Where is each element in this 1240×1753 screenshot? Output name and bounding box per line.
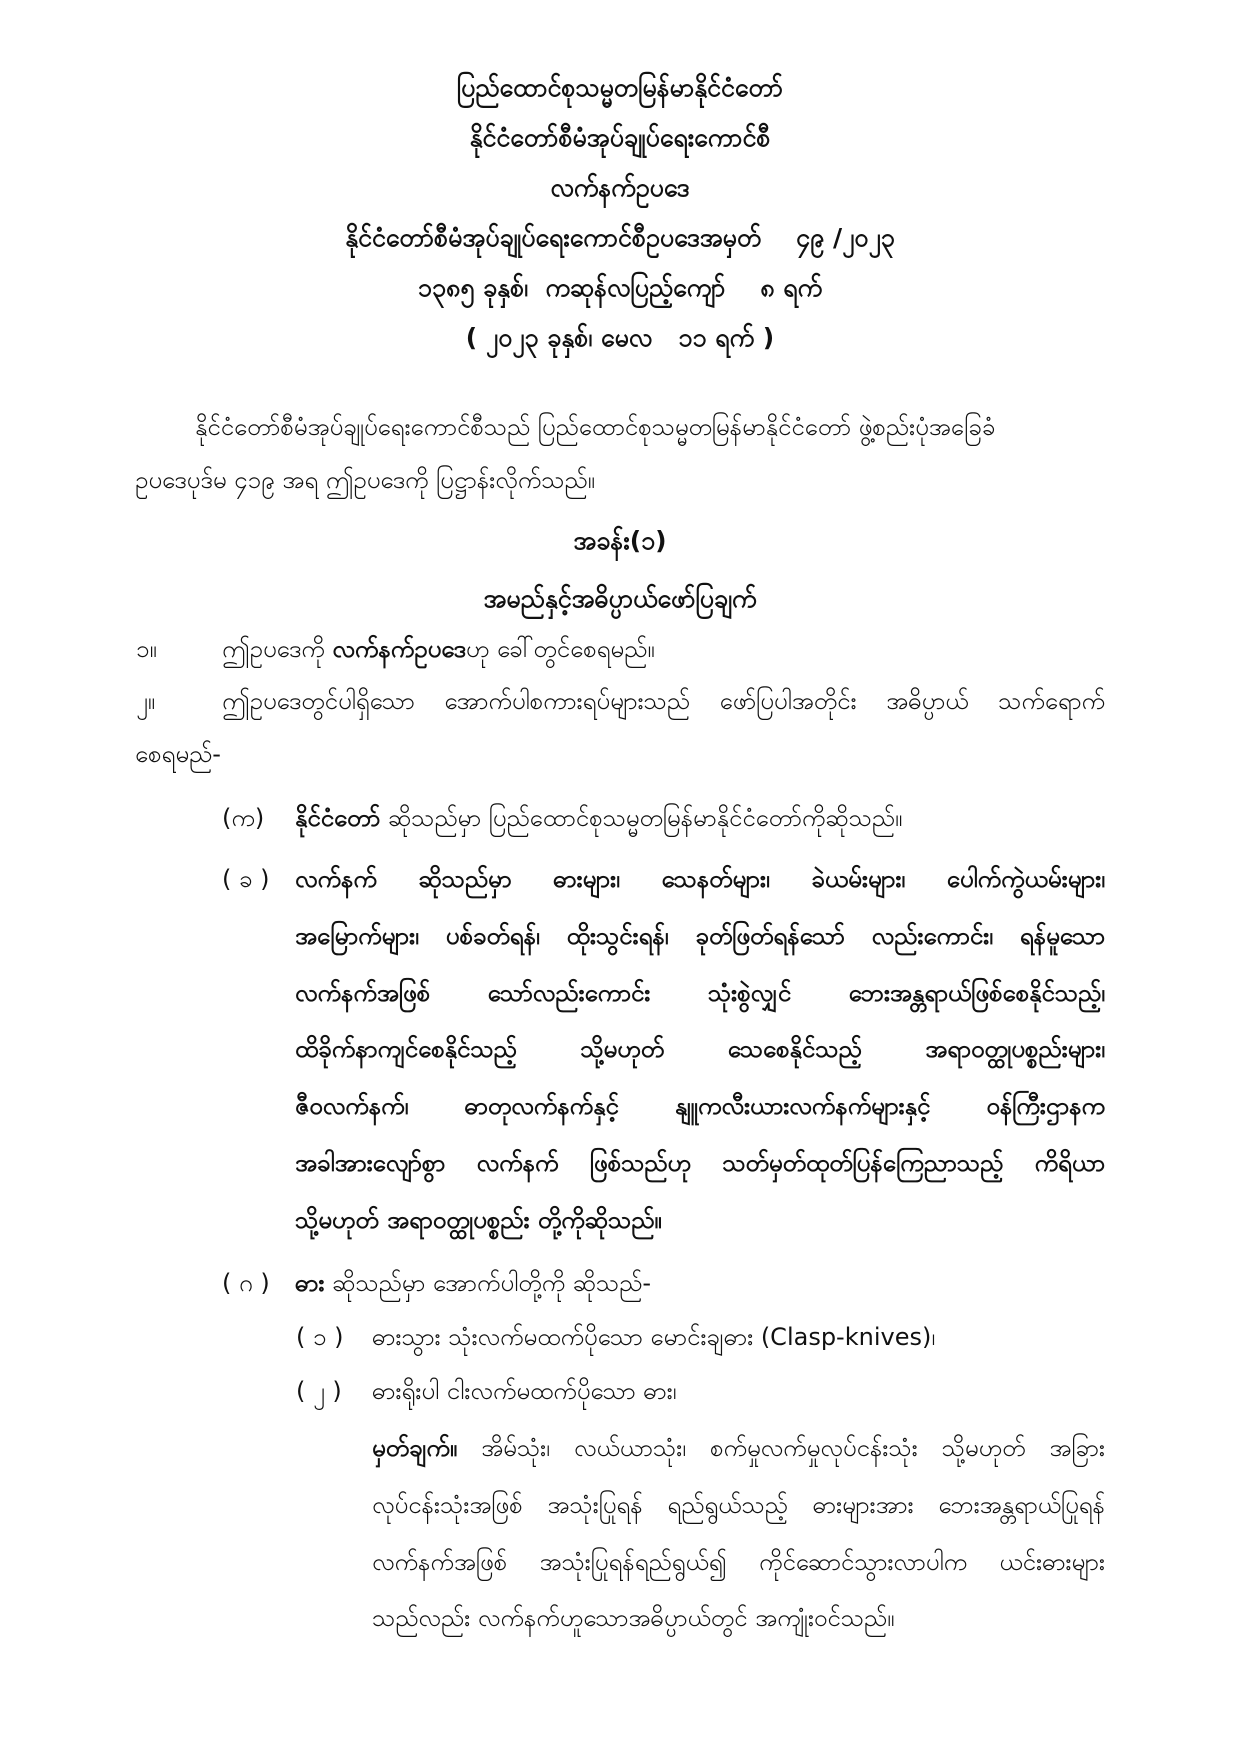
kha-l1-w0: အမြောက်များ၊ xyxy=(295,922,419,950)
note-l3-w2: ကိုင်ဆောင်သွားလာပါက xyxy=(758,1548,968,1576)
def-kha-line-6 xyxy=(295,1146,1105,1180)
note-l1-w2: စက်မှုလက်မှုလုပ်ငန်းသုံး xyxy=(709,1434,918,1462)
chapter-subtitle: အမည်နှင့်အဓိပ္ပာယ်ဖော်ပြချက် xyxy=(483,584,757,613)
note-l2-w2: ရည်ရွယ်သည့် xyxy=(667,1491,788,1519)
s2-w0: ဤဥပဒေတွင်ပါရှိသော xyxy=(222,687,415,715)
def-kha-line-5 xyxy=(295,1089,1105,1123)
note-line-1 xyxy=(372,1431,1105,1465)
note-l1-w3: သို့မဟုတ် xyxy=(941,1434,1026,1462)
kha-l4-w2: နျူကလီးယားလက်နက်များနှင့် xyxy=(674,1092,931,1120)
gregorian-year-month: ( ၂၀၂၃ ခုနှစ်၊ မေလ xyxy=(465,323,653,352)
s2-w1: အောက်ပါစကားရပ်များသည် xyxy=(444,687,690,715)
s2-w4: သက်ရောက် xyxy=(998,687,1105,715)
def-ga-label: ( ဂ ) xyxy=(222,1269,270,1297)
section-1-post: ဟု ခေါ်တွင်စေရမည်။ xyxy=(465,635,655,663)
myanmar-year: ၁၃၈၅ ခုနှစ်၊ xyxy=(417,273,529,302)
kha-l1-w2: ထိုးသွင်းရန်၊ xyxy=(566,922,669,950)
law-number-label: နိုင်ငံတော်စီမံအုပ်ချုပ်ရေးကောင်စီဥပဒေအမှတ် xyxy=(345,223,762,252)
s2-w3: အဓိပ္ပာယ် xyxy=(886,687,969,715)
myanmar-month: ကဆုန်လပြည့်ကျော် xyxy=(545,273,726,302)
note-line-4: သည်လည်း လက်နက်ဟူသောအဓိပ္ပာယ်တွင် အကျုံးဝင်သည်။ xyxy=(372,1604,895,1632)
kha-l0-w5: ပေါက်ကွဲယမ်းများ၊ xyxy=(946,865,1105,893)
sub-2-label: ( ၂ ) xyxy=(296,1377,342,1405)
note-l1-w4: အခြား xyxy=(1049,1434,1105,1462)
kha-l3-w3: အရာဝတ္ထုပစ္စည်းများ၊ xyxy=(925,1035,1105,1063)
note-l3-w1: အသုံးပြုရန်ရည်ရွယ်၍ xyxy=(539,1548,727,1576)
section-1-number: ၁။ xyxy=(136,635,157,663)
note-l2-w3: ဓားများအား xyxy=(812,1491,914,1519)
def-ka-meaning: ဆိုသည်မှာ ပြည်ထောင်စုသမ္မတမြန်မာနိုင်ငံတော်ကိုဆိုသည်။ xyxy=(387,804,903,832)
def-kha-line-3 xyxy=(295,976,1105,1010)
kha-l2-w2: သုံးစွဲလျှင် xyxy=(707,979,792,1007)
kha-l2-w0: လက်နက်အဖြစ် xyxy=(295,979,431,1007)
def-kha-line-4 xyxy=(295,1032,1105,1066)
kha-l2-w1: သော်လည်းကောင်း xyxy=(487,979,651,1007)
def-kha-line-1 xyxy=(295,862,1105,896)
section-2-line-1 xyxy=(222,684,1105,718)
kha-l1-w3: ခုတ်ဖြတ်ရန်သော် xyxy=(695,922,845,950)
sub-2-text: ဓားရိုးပါ ငါးလက်မထက်ပိုသော ဓား၊ xyxy=(372,1377,677,1405)
def-ga-meaning: ဆိုသည်မှာ အောက်ပါတို့ကို ဆိုသည်- xyxy=(332,1269,651,1297)
def-kha-line-7: သို့မဟုတ် အရာဝတ္ထုပစ္စည်း တို့ကိုဆိုသည်။ xyxy=(295,1206,662,1234)
kha-l3-w0: ထိခိုက်နာကျင်စေနိုင်သည့် xyxy=(295,1035,517,1063)
kha-l0-w3: သေနတ်များ၊ xyxy=(661,865,770,893)
header-country: ပြည်ထောင်စုသမ္မတမြန်မာနိုင်ငံတော် xyxy=(456,73,784,102)
kha-l3-w1: သို့မဟုတ် xyxy=(580,1035,665,1063)
law-number-value: ၄၉ /၂၀၂၃ xyxy=(796,223,895,252)
note-l2-w1: အသုံးပြုရန် xyxy=(547,1491,643,1519)
preamble-line-2: ဥပဒေပုဒ်မ ၄၁၉ အရ ဤဥပဒေကို ပြဋ္ဌာန်းလိုက်သည်။ xyxy=(135,466,595,494)
kha-l0-w0: လက်နက် xyxy=(295,865,377,893)
note-l2-w4: ဘေးအန္တရာယ်ပြုရန် xyxy=(938,1491,1105,1519)
def-ka-term: နိုင်ငံတော် xyxy=(295,804,381,832)
header-law-number xyxy=(0,221,1240,255)
section-1-short-title: လက်နက်ဥပဒေ xyxy=(332,635,466,663)
s2-w2: ဖော်ပြပါအတိုင်း xyxy=(719,687,857,715)
section-2-number: ၂။ xyxy=(136,687,156,715)
note-l1-w0: အိမ်သုံး၊ xyxy=(481,1434,550,1462)
note-l3-w0: လက်နက်အဖြစ် xyxy=(372,1548,508,1576)
note-line-3 xyxy=(372,1545,1105,1579)
preamble-line-1: နိုင်ငံတော်စီမံအုပ်ချုပ်ရေးကောင်စီသည် ပြည်ထောင်စုသမ္မတမြန်မာနိုင်ငံတော် ဖွဲ့စည်းပုံအခြေခံ xyxy=(195,413,996,441)
def-ga-text xyxy=(295,1266,651,1300)
def-ka-label: (က) xyxy=(222,804,265,832)
kha-l5-w3: သတ်မှတ်ထုတ်ပြန်ကြေညာသည့် xyxy=(722,1149,1004,1177)
kha-l5-w1: လက်နက် xyxy=(476,1149,559,1177)
kha-l4-w1: ဓာတုလက်နက်နှင့် xyxy=(464,1092,619,1120)
kha-l5-w2: ဖြစ်သည်ဟု xyxy=(589,1149,691,1177)
section-1-pre: ဤဥပဒေကို xyxy=(222,635,325,663)
kha-l4-w0: ဇီဝလက်နက်၊ xyxy=(295,1092,409,1120)
kha-l1-w4: လည်းကောင်း၊ xyxy=(871,922,994,950)
kha-l4-w3: ဝန်ကြီးဌာနက xyxy=(986,1092,1105,1120)
sub-1-label: ( ၁ ) xyxy=(296,1323,344,1351)
note-l2-w0: လုပ်ငန်းသုံးအဖြစ် xyxy=(372,1491,523,1519)
kha-l0-w1: ဆိုသည်မှာ xyxy=(418,865,512,893)
section-2-line-2: စေရမည်- xyxy=(135,740,221,768)
kha-l5-w0: အခါအားလျော်စွာ xyxy=(295,1149,446,1177)
sub-1-text: ဓားသွား သုံးလက်မထက်ပိုသော မောင်းချဓား (Clasp-knives)၊ xyxy=(372,1323,936,1351)
kha-l3-w2: သေစေနိုင်သည့် xyxy=(727,1035,862,1063)
myanmar-day: ၈ ရက် xyxy=(760,273,823,302)
kha-l1-w1: ပစ်ခတ်ရန်၊ xyxy=(445,922,540,950)
note-label: မှတ်ချက်။ xyxy=(372,1434,458,1462)
kha-l0-w4: ခဲယမ်းများ၊ xyxy=(811,865,906,893)
note-line-2 xyxy=(372,1488,1105,1522)
chapter-title: အခန်း(၁) xyxy=(573,526,667,555)
header-gregorian-date xyxy=(0,321,1240,355)
header-law-title: လက်နက်ဥပဒေ xyxy=(550,173,690,202)
kha-l1-w5: ရန်မူသော xyxy=(1019,922,1105,950)
note-l3-w3: ယင်းဓားများ xyxy=(999,1548,1105,1576)
gregorian-day: ၁၁ ရက် ) xyxy=(678,323,775,352)
def-kha-label: ( ခ ) xyxy=(222,865,270,893)
header-council: နိုင်ငံတော်စီမံအုပ်ချုပ်ရေးကောင်စီ xyxy=(469,123,771,152)
def-ka-text xyxy=(295,801,902,835)
def-ga-term: ဓား xyxy=(295,1269,325,1297)
note-l1-w1: လယ်ယာသုံး၊ xyxy=(573,1434,686,1462)
kha-l5-w4: ကိရိယာ xyxy=(1034,1149,1105,1177)
kha-l0-w2: ဓားများ၊ xyxy=(553,865,620,893)
section-1-text xyxy=(222,632,655,666)
def-kha-line-2 xyxy=(295,919,1105,953)
header-myanmar-date xyxy=(0,271,1240,305)
kha-l2-w3: ဘေးအန္တရာယ်ဖြစ်စေနိုင်သည့်၊ xyxy=(848,979,1105,1007)
